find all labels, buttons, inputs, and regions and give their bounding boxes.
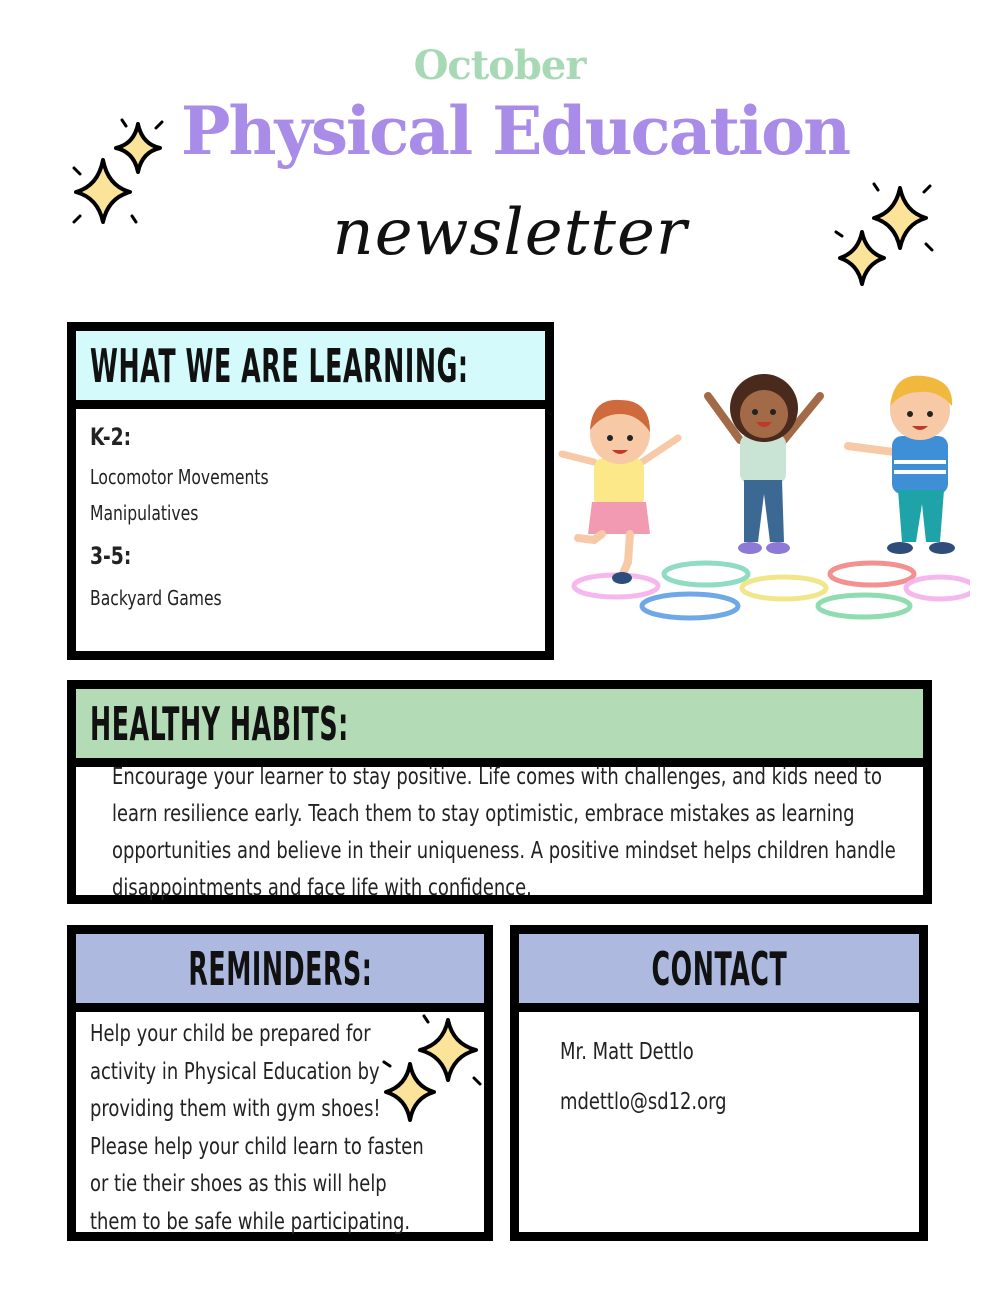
contact-box [510,925,928,1241]
contact-heading: CONTACT [651,941,787,996]
list-item: Manipulatives [90,501,199,525]
paragraph-line: them to be safe while participating. [90,1208,411,1235]
habits-heading: HEALTHY HABITS: [90,696,349,751]
grade-label-3-5: 3-5: [90,542,132,570]
reminders-box [67,925,493,1241]
paragraph-line: Help your child be prepared for [90,1021,371,1047]
list-item: Backyard Games [90,586,222,610]
kids-playing-illustration [558,362,970,626]
contact-name: Mr. Matt Dettlo [560,1039,694,1065]
learning-content [90,415,319,615]
paragraph-line: disappointments and face life with confidence. [112,875,532,901]
contact-heading-bar [519,934,919,1012]
paragraph-line: opportunities and believe in their uniqueness. A positive mindset helps children handle [112,838,896,864]
paragraph-line: providing them with gym shoes! [90,1096,381,1122]
reminders-heading: REMINDERS: [187,941,373,996]
sparkle-icon [834,180,934,288]
newsletter-title: Physical Education [180,92,850,170]
paragraph-line: or tie their shoes as this will help [90,1171,387,1197]
newsletter-subtitle: newsletter [332,196,688,270]
sparkle-icon [382,1014,486,1124]
habits-heading-bar [76,689,923,767]
learning-heading: WHAT WE ARE LEARNING: [90,338,469,393]
reminders-heading-bar [76,934,484,1012]
contact-email-link[interactable]: mdettlo@sd12.org [560,1089,727,1115]
paragraph-line: learn resilience early. Teach them to stay optimistic, embrace mistakes as learning [112,801,855,827]
learning-heading-bar [76,331,545,409]
paragraph-line: Please help your child learn to fasten [90,1133,424,1160]
habits-paragraph [112,759,999,907]
grade-label-k2: K-2: [90,423,132,451]
learning-box [67,322,554,660]
paragraph-line: Encourage your learner to stay positive. Life comes with challenges, and kids need to [112,764,882,790]
newsletter-month: October [413,42,586,89]
list-item: Locomotor Movements [90,465,269,489]
contact-details [560,1032,774,1122]
sparkle-icon [70,112,170,227]
habits-box [67,680,932,904]
paragraph-line: activity in Physical Education by [90,1058,380,1085]
